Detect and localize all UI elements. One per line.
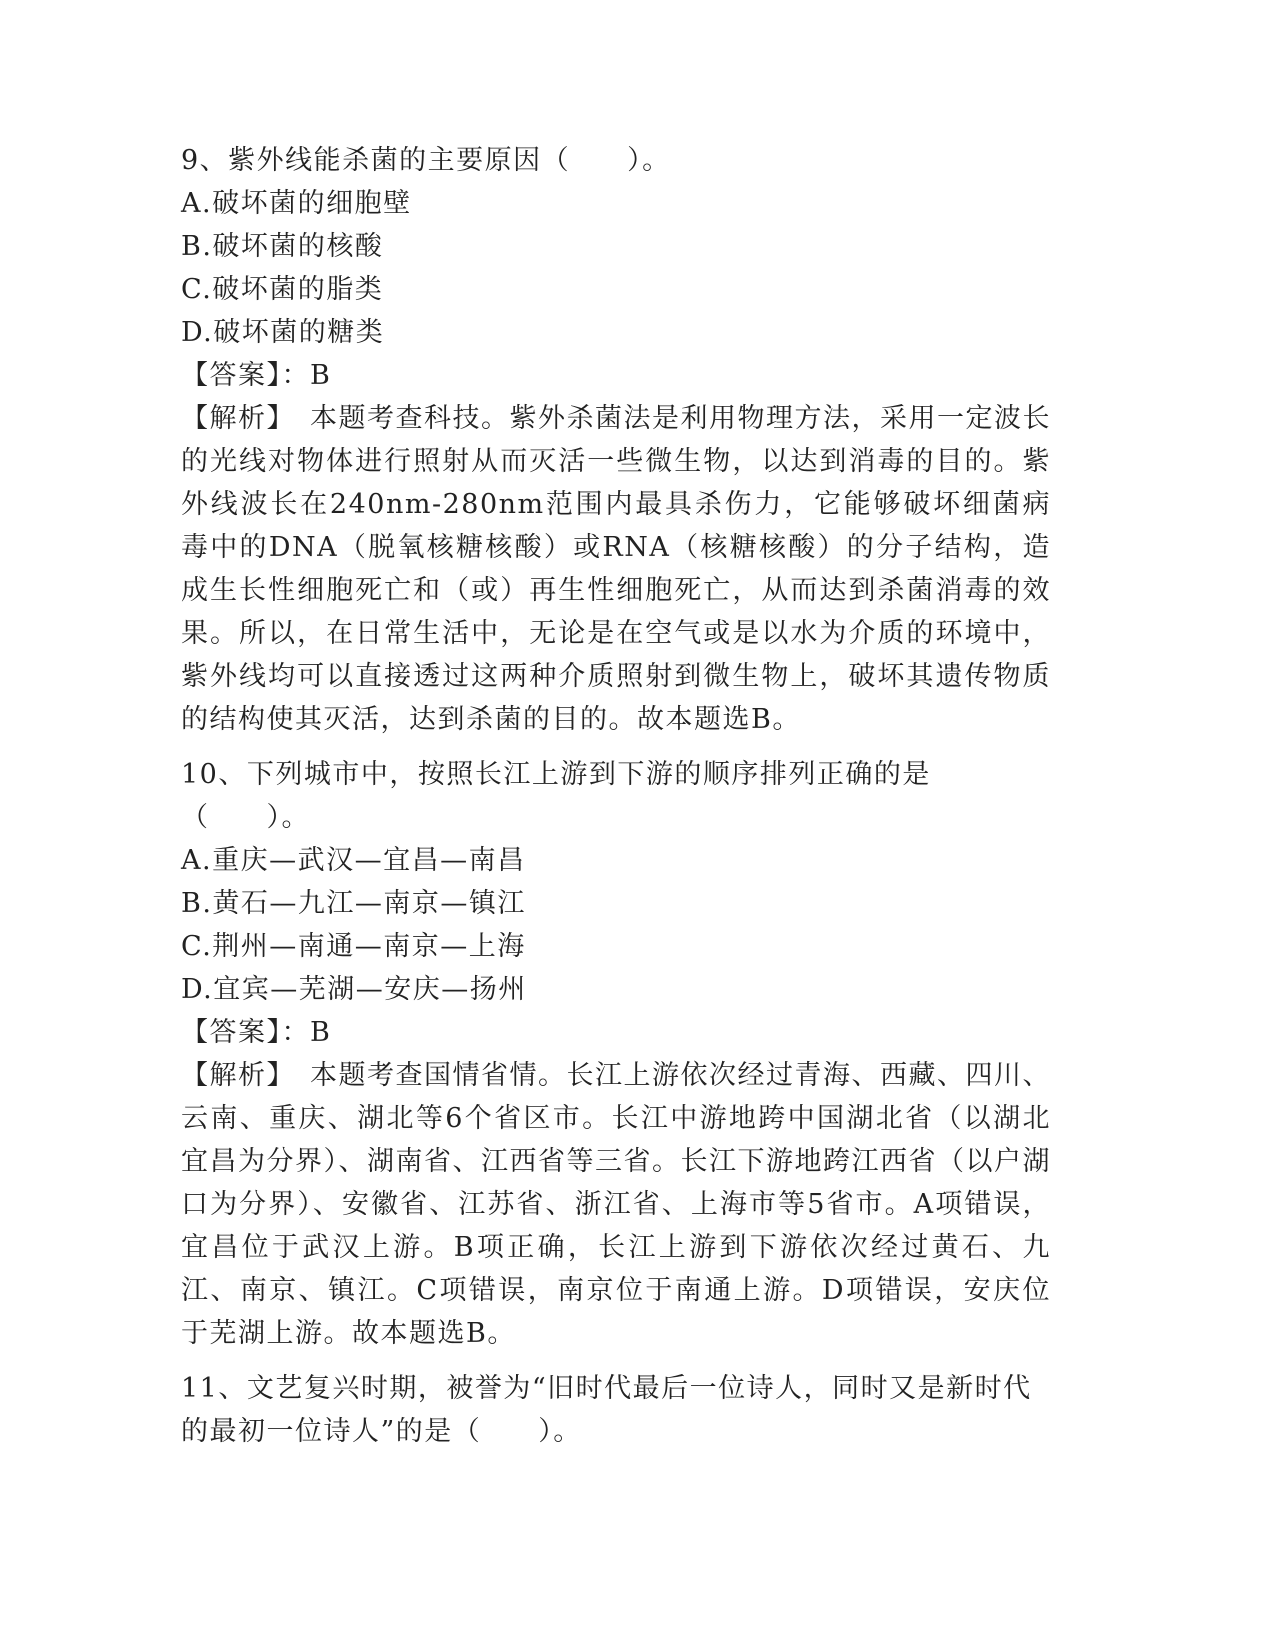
option-c: C.破坏菌的脂类 xyxy=(181,274,384,305)
question-spacer xyxy=(181,741,1051,753)
question-title: 11、文艺复兴时期，被誉为“旧时代最后一位诗人，同时又是新时代的最初一位诗人”的是（ ）。 xyxy=(181,1373,1032,1447)
answer-line: 【答案】：B xyxy=(181,360,332,391)
question-10 xyxy=(181,753,1051,1355)
question-title: 10、下列城市中，按照长江上游到下游的顺序排列正确的是（ ）。 xyxy=(181,759,931,833)
document-page xyxy=(181,139,1051,1453)
option-d: D.宜宾—芜湖—安庆—扬州 xyxy=(181,974,527,1005)
option-b: B.破坏菌的核酸 xyxy=(181,231,384,262)
question-11 xyxy=(181,1367,1051,1453)
option-d: D.破坏菌的糖类 xyxy=(181,317,385,348)
option-a: A.破坏菌的细胞壁 xyxy=(181,188,412,219)
answer-line: 【答案】：B xyxy=(181,1017,332,1048)
question-title: 9、紫外线能杀菌的主要原因（ ）。 xyxy=(181,145,671,176)
analysis-paragraph: 【解析】 本题考查科技。紫外杀菌法是利用物理方法，采用一定波长的光线对物体进行照射从而灭活一些微生物，以达到消毒的目的。紫外线波长在240nm-280nm范围内最具杀伤力，它能够破坏细菌病毒中的DNA（脱氧核糖核酸）或RNA（核糖核酸）的分子结构，造成生长性细胞死亡和（或）再生性细胞死亡，从而达到杀菌消毒的效果。所以，在日常生活中，无论是在空气或是以水为介质的环境中，紫外线均可以直接透过这两种介质照射到微生物上，破坏其遗传物质的结构使其灭活，达到杀菌的目的。故本题选B。 xyxy=(181,403,1051,735)
analysis-paragraph: 【解析】 本题考查国情省情。长江上游依次经过青海、西藏、四川、云南、重庆、湖北等6个省区市。长江中游地跨中国湖北省（以湖北宜昌为分界）、湖南省、江西省等三省。长江下游地跨江西省（以户湖口为分界）、安徽省、江苏省、浙江省、上海市等5省市。A项错误，宜昌位于武汉上游。B项正确，长江上游到下游依次经过黄石、九江、南京、镇江。C项错误，南京位于南通上游。D项错误，安庆位于芜湖上游。故本题选B。 xyxy=(181,1060,1051,1349)
question-9 xyxy=(181,139,1051,741)
option-c: C.荆州—南通—南京—上海 xyxy=(181,931,526,962)
question-spacer xyxy=(181,1355,1051,1367)
option-a: A.重庆—武汉—宜昌—南昌 xyxy=(181,845,526,876)
option-b: B.黄石—九江—南京—镇江 xyxy=(181,888,526,919)
